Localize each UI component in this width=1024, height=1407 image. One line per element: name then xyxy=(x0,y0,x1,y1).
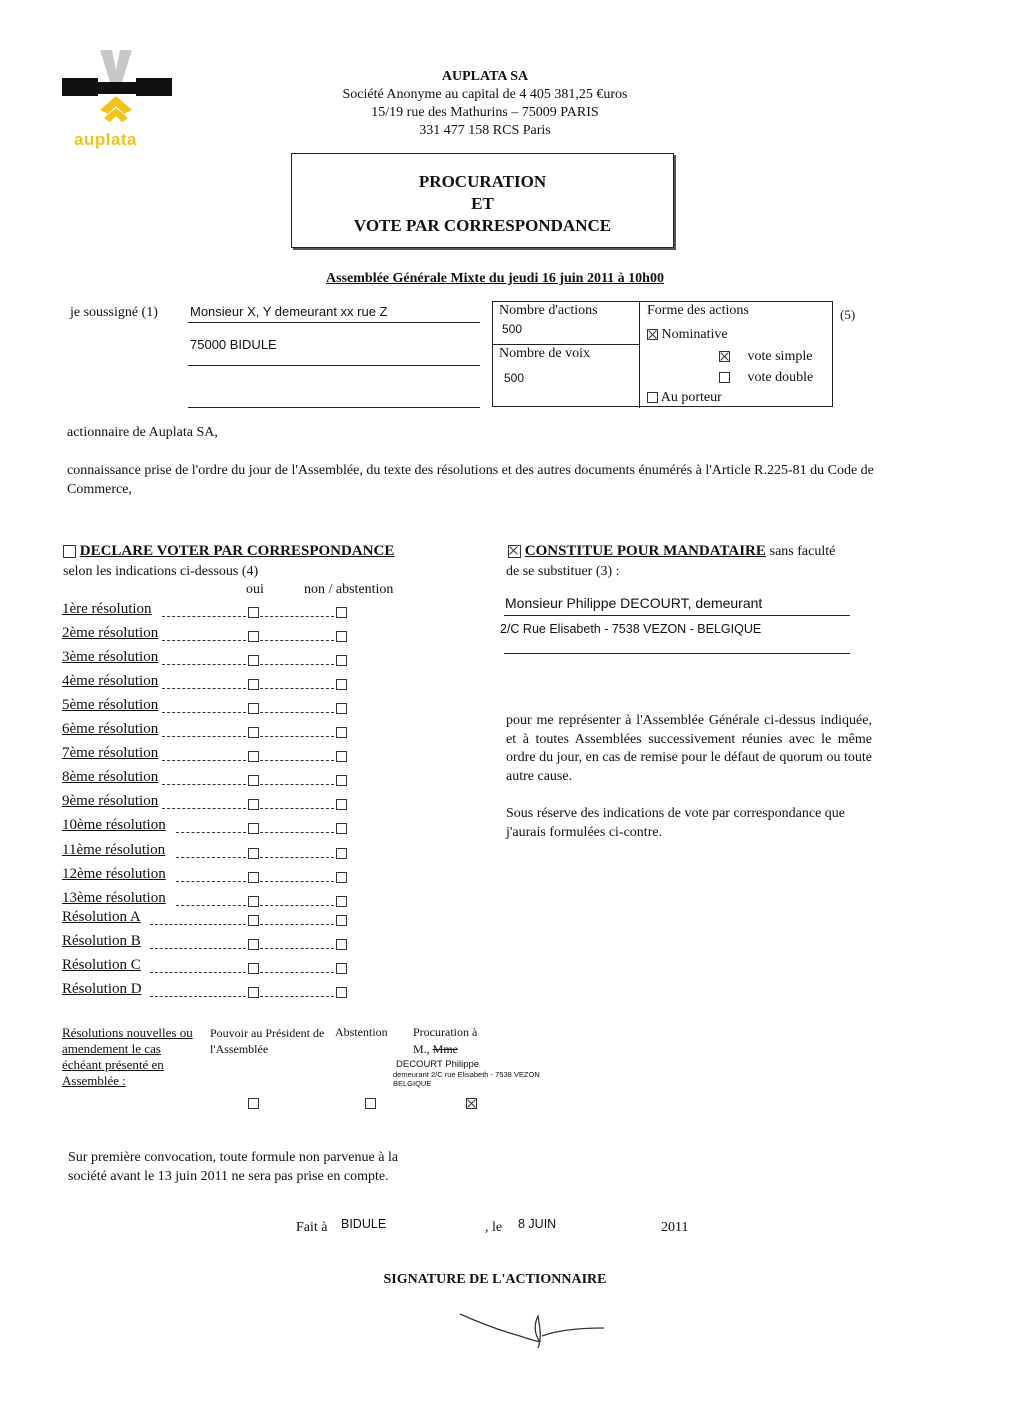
pouvoir-president-label: Pouvoir au Président de l'Assemblée xyxy=(210,1026,325,1056)
procuration-proxy-country: BELGIQUE xyxy=(393,1079,432,1088)
connaissance-text: connaissance prise de l'ordre du jour de l'Assemblée, du texte des résolutions et des autres documents énumérés à l'Article R.225-81 du Code de Commerce, xyxy=(67,463,874,497)
nominative-checkbox[interactable] xyxy=(647,329,658,340)
title-line-2: ET xyxy=(471,194,494,213)
resolution-row xyxy=(62,793,362,815)
vote-oui-checkbox[interactable] xyxy=(248,963,259,974)
abstention-label: Abstention xyxy=(335,1025,388,1039)
year-value: 2011 xyxy=(661,1220,689,1235)
dotted-leader xyxy=(260,924,334,925)
signature-mark xyxy=(458,1308,618,1354)
proxy-heading-rest: sans faculté xyxy=(769,544,836,559)
nb-actions-value: 500 xyxy=(502,322,523,336)
forme-label: Forme des actions xyxy=(647,303,749,318)
resolution-row xyxy=(62,866,362,888)
vote-oui-checkbox[interactable] xyxy=(248,872,259,883)
vote-simple-label: vote simple xyxy=(747,349,813,364)
resolution-row xyxy=(62,721,362,743)
dotted-leader xyxy=(150,924,246,925)
dotted-leader xyxy=(162,664,246,665)
resolution-label: 9ème résolution xyxy=(62,793,159,809)
vote-oui-checkbox[interactable] xyxy=(248,631,259,642)
vote-non-checkbox[interactable] xyxy=(336,775,347,786)
vote-non-checkbox[interactable] xyxy=(336,915,347,926)
vote-non-checkbox[interactable] xyxy=(336,896,347,907)
dotted-leader xyxy=(260,784,334,785)
place-value: BIDULE xyxy=(341,1217,387,1231)
col-non-label: non / abstention xyxy=(304,582,394,597)
dotted-leader xyxy=(260,948,334,949)
fait-a-label: Fait à xyxy=(296,1220,328,1235)
dotted-leader xyxy=(162,760,246,761)
company-rcs: 331 477 158 RCS Paris xyxy=(419,123,551,138)
dotted-leader xyxy=(260,832,334,833)
resolution-row xyxy=(62,625,362,647)
resolution-label: 2ème résolution xyxy=(62,625,159,641)
vote-non-checkbox[interactable] xyxy=(336,655,347,666)
amendments-label: Résolutions nouvelles ou amendement le cas échéant présenté en Assemblée : xyxy=(62,1025,193,1088)
vote-oui-checkbox[interactable] xyxy=(248,848,259,859)
vote-double-label: vote double xyxy=(747,370,814,385)
vote-oui-checkbox[interactable] xyxy=(248,799,259,810)
le-label: , le xyxy=(485,1220,503,1235)
abstention-checkbox[interactable] xyxy=(365,1098,376,1109)
dotted-leader xyxy=(260,664,334,665)
vote-correspondance-checkbox[interactable] xyxy=(63,545,76,558)
resolution-row xyxy=(62,817,362,839)
dotted-leader xyxy=(150,972,246,973)
proxy-section-sub: de se substituer (3) : xyxy=(506,564,620,579)
resolution-label: 7ème résolution xyxy=(62,745,159,761)
proxy-name-line: Monsieur Philippe DECOURT, demeurant xyxy=(505,595,763,611)
vote-non-checkbox[interactable] xyxy=(336,848,347,859)
dotted-leader xyxy=(260,712,334,713)
resolution-label: 12ème résolution xyxy=(62,866,166,882)
vote-section-heading: DECLARE VOTER PAR CORRESPONDANCE xyxy=(79,543,395,559)
dotted-leader xyxy=(260,996,334,997)
dotted-leader xyxy=(260,905,334,906)
resolution-row xyxy=(62,697,362,719)
vote-oui-checkbox[interactable] xyxy=(248,703,259,714)
nb-voix-label: Nombre de voix xyxy=(499,346,590,361)
vote-non-checkbox[interactable] xyxy=(336,727,347,738)
resolution-row xyxy=(62,981,362,1003)
procuration-label: Procuration à xyxy=(413,1025,478,1039)
resolution-label: Résolution D xyxy=(62,981,142,997)
resolution-label: Résolution C xyxy=(62,957,141,973)
resolution-label: 6ème résolution xyxy=(62,721,159,737)
dotted-leader xyxy=(150,948,246,949)
resolution-label: 1ère résolution xyxy=(62,601,152,617)
vote-simple-checkbox[interactable] xyxy=(719,351,730,362)
pouvoir-president-checkbox[interactable] xyxy=(248,1098,259,1109)
dotted-leader xyxy=(162,712,246,713)
resolution-row xyxy=(62,957,362,979)
vote-non-checkbox[interactable] xyxy=(336,963,347,974)
dotted-leader xyxy=(260,760,334,761)
vote-oui-checkbox[interactable] xyxy=(248,939,259,950)
resolution-row xyxy=(62,933,362,955)
proxy-para-2: Sous réserve des indications de vote par correspondance que j'aurais formulées ci-contre. xyxy=(506,806,845,840)
dotted-leader xyxy=(176,881,246,882)
vote-non-checkbox[interactable] xyxy=(336,703,347,714)
dotted-leader xyxy=(162,640,246,641)
vote-non-checkbox[interactable] xyxy=(336,751,347,762)
vote-oui-checkbox[interactable] xyxy=(248,987,259,998)
mandataire-checkbox[interactable] xyxy=(508,545,521,558)
dotted-leader xyxy=(176,905,246,906)
col-oui-label: oui xyxy=(246,582,264,597)
procuration-proxy-name: DECOURT Philippe xyxy=(396,1059,480,1070)
vote-oui-checkbox[interactable] xyxy=(248,896,259,907)
resolution-row xyxy=(62,649,362,671)
resolution-row xyxy=(62,601,362,623)
vote-non-checkbox[interactable] xyxy=(336,987,347,998)
resolution-row xyxy=(62,842,362,864)
proxy-section-heading: CONSTITUE POUR MANDATAIRE xyxy=(524,543,766,559)
resolution-row xyxy=(62,673,362,695)
signatory-note: (5) xyxy=(840,307,856,322)
resolution-label: 3ème résolution xyxy=(62,649,159,665)
actionnaire-text: actionnaire de Auplata SA, xyxy=(67,425,218,440)
nb-voix-value: 500 xyxy=(504,371,525,385)
resolution-row xyxy=(62,769,362,791)
dotted-leader xyxy=(260,616,334,617)
company-address: 15/19 rue des Mathurins – 75009 PARIS xyxy=(371,105,599,120)
company-capital: Société Anonyme au capital de 4 405 381,25 €uros xyxy=(342,87,628,102)
proxy-address-line: 2/C Rue Elisabeth - 7538 VEZON - BELGIQUE xyxy=(500,622,762,636)
vote-oui-checkbox[interactable] xyxy=(248,679,259,690)
vote-section-sub: selon les indications ci-dessous (4) xyxy=(63,564,259,579)
resolution-label: Résolution A xyxy=(62,909,141,925)
signatory-label: je soussigné (1) xyxy=(70,305,158,320)
date-value: 8 JUIN xyxy=(518,1217,557,1231)
dotted-leader xyxy=(260,972,334,973)
signature-label: SIGNATURE DE L'ACTIONNAIRE xyxy=(383,1272,607,1287)
resolution-label: 10ème résolution xyxy=(62,817,166,833)
vote-non-checkbox[interactable] xyxy=(336,939,347,950)
au-porteur-checkbox[interactable] xyxy=(647,392,658,403)
dotted-leader xyxy=(260,857,334,858)
dotted-leader xyxy=(162,784,246,785)
vote-non-checkbox[interactable] xyxy=(336,607,347,618)
resolution-label: 5ème résolution xyxy=(62,697,159,713)
vote-non-checkbox[interactable] xyxy=(336,631,347,642)
resolution-label: 8ème résolution xyxy=(62,769,159,785)
resolution-label: Résolution B xyxy=(62,933,141,949)
title-line-1: PROCURATION xyxy=(418,172,547,191)
logo-wordmark: auplata xyxy=(74,130,138,149)
dotted-leader xyxy=(260,688,334,689)
dotted-leader xyxy=(176,832,246,833)
vote-non-checkbox[interactable] xyxy=(336,872,347,883)
mme-struck: Mme xyxy=(432,1042,459,1056)
nominative-label: Nominative xyxy=(661,327,728,342)
dotted-leader xyxy=(162,616,246,617)
dotted-leader xyxy=(260,640,334,641)
vote-oui-checkbox[interactable] xyxy=(248,607,259,618)
notice-text: Sur première convocation, toute formule non parvenue à la société avant le 13 juin 2011 ne sera pas prise en compte. xyxy=(68,1150,399,1184)
vote-non-checkbox[interactable] xyxy=(336,799,347,810)
dotted-leader xyxy=(260,881,334,882)
nb-actions-label: Nombre d'actions xyxy=(499,303,598,318)
dotted-leader xyxy=(260,736,334,737)
dotted-leader xyxy=(162,808,246,809)
m-prefix: M., xyxy=(413,1042,430,1056)
title-line-3: VOTE PAR CORRESPONDANCE xyxy=(353,216,612,235)
vote-oui-checkbox[interactable] xyxy=(248,823,259,834)
vote-double-checkbox[interactable] xyxy=(719,372,730,383)
signatory-line-2: 75000 BIDULE xyxy=(190,337,277,352)
dotted-leader xyxy=(162,688,246,689)
vote-non-checkbox[interactable] xyxy=(336,823,347,834)
resolution-row xyxy=(62,909,362,931)
meeting-title: Assemblée Générale Mixte du jeudi 16 juin 2011 à 10h00 xyxy=(326,271,664,286)
vote-oui-checkbox[interactable] xyxy=(248,775,259,786)
vote-non-checkbox[interactable] xyxy=(336,679,347,690)
resolution-label: 4ème résolution xyxy=(62,673,159,689)
dotted-leader xyxy=(162,736,246,737)
vote-oui-checkbox[interactable] xyxy=(248,751,259,762)
dotted-leader xyxy=(176,857,246,858)
proxy-para-1: pour me représenter à l'Assemblée Générale ci-dessus indiquée, et à toutes Assemblées successivement réunies avec le même ordre du jour, en cas de remise pour le défaut de quorum ou toute autre cause. xyxy=(506,713,872,784)
company-name: AUPLATA SA xyxy=(441,69,529,84)
vote-oui-checkbox[interactable] xyxy=(248,655,259,666)
resolution-label: 13ème résolution xyxy=(62,890,166,906)
au-porteur-label: Au porteur xyxy=(660,390,722,405)
dotted-leader xyxy=(150,996,246,997)
dotted-leader xyxy=(260,808,334,809)
procuration-proxy-addr: demeurant 2/C rue Elisabeth - 7538 VEZON xyxy=(393,1070,540,1079)
signatory-line-1: Monsieur X, Y demeurant xx rue Z xyxy=(190,304,388,319)
vote-oui-checkbox[interactable] xyxy=(248,727,259,738)
procuration-checkbox[interactable] xyxy=(466,1098,477,1109)
vote-oui-checkbox[interactable] xyxy=(248,915,259,926)
resolution-row xyxy=(62,745,362,767)
resolution-label: 11ème résolution xyxy=(62,842,166,858)
title-box xyxy=(291,153,674,248)
